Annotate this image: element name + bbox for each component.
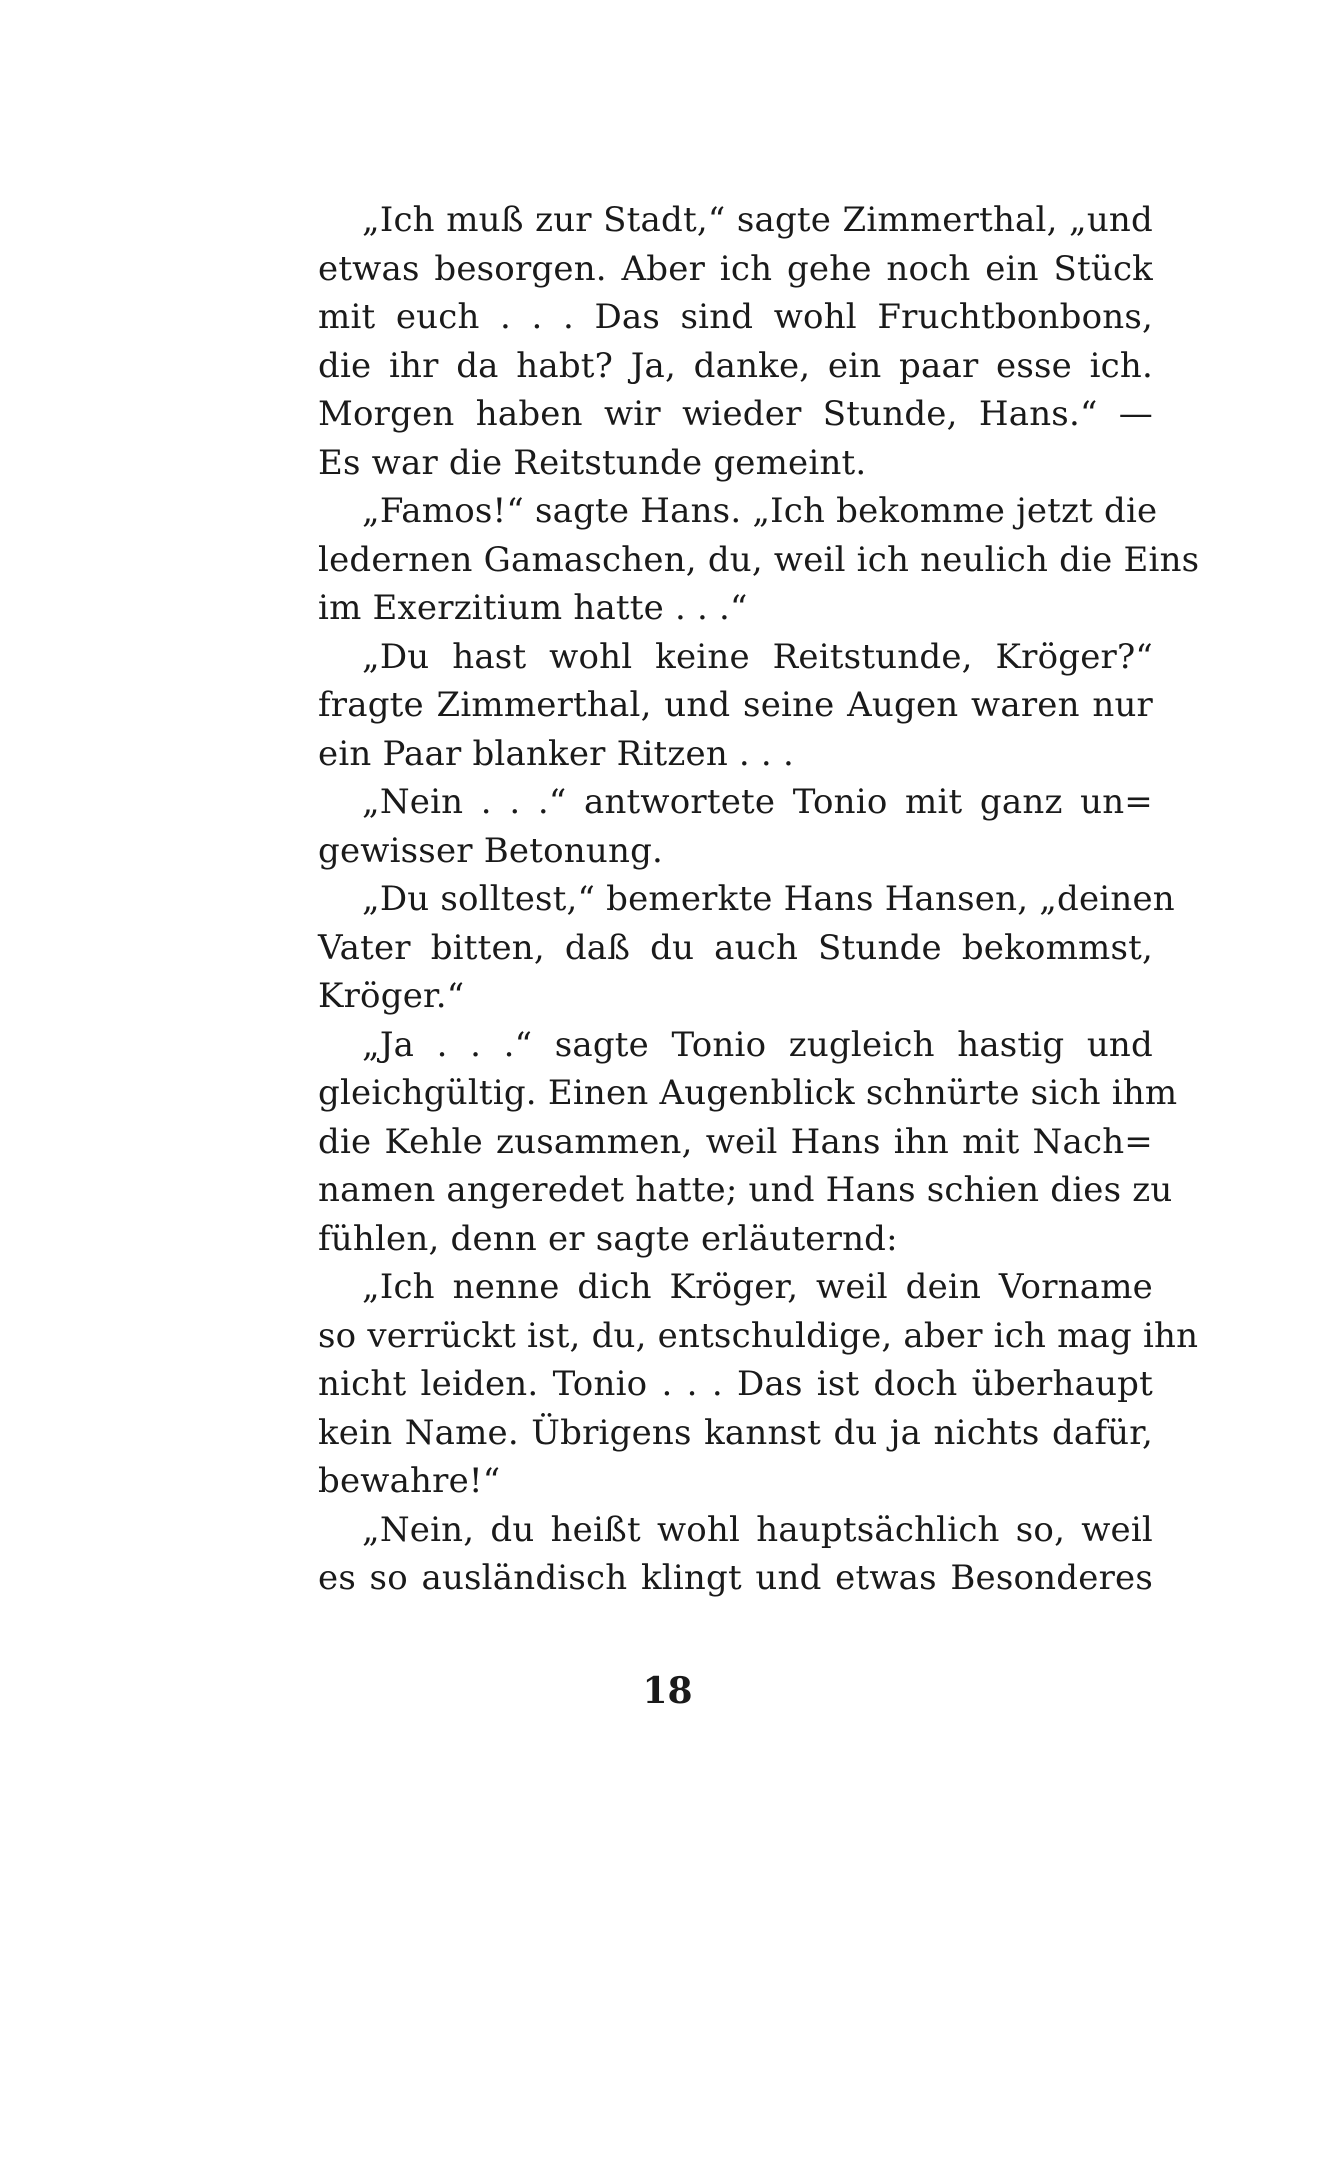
text-line: im Exerzitium hatte . . .“ [318, 588, 748, 628]
text-line: kein Name. Übrigens kannst du ja nichts dafür, [318, 1412, 1153, 1453]
text-line: „Nein, du heißt wohl hauptsächlich so, weil [362, 1509, 1153, 1550]
text-line: etwas besorgen. Aber ich gehe noch ein Stück [318, 248, 1153, 289]
text-line: nicht leiden. Tonio . . . Das ist doch überhaupt [318, 1364, 1153, 1404]
text-line: „Ich nenne dich Kröger, weil dein Vorname [362, 1267, 1153, 1307]
page-number: 18 [642, 1670, 693, 1712]
text-line: mit euch . . . Das sind wohl Fruchtbonbons, [318, 297, 1153, 337]
text-line: es so ausländisch klingt und etwas Besonderes [318, 1558, 1153, 1598]
text-line: namen angeredet hatte; und Hans schien dies zu [318, 1170, 1173, 1210]
text-line: so verrückt ist, du, entschuldige, aber ich mag ihn [318, 1315, 1199, 1356]
text-line: bewahre!“ [318, 1461, 501, 1501]
text-line: „Du solltest,“ bemerkte Hans Hansen, „deinen [362, 879, 1175, 919]
text-line: ein Paar blanker Ritzen . . . [318, 733, 794, 774]
text-line: Kröger.“ [318, 976, 465, 1016]
text-line: gleichgültig. Einen Augenblick schnürte sich ihm [318, 1073, 1178, 1113]
text-line: „Famos!“ sagte Hans. „Ich bekomme jetzt die [362, 491, 1158, 531]
text-line: Vater bitten, daß du auch Stunde bekommst, [318, 927, 1153, 968]
text-line: fühlen, denn er sagte erläuternd: [318, 1218, 898, 1259]
text-line: die ihr da habt? Ja, danke, ein paar esse ich. [318, 345, 1153, 386]
text-line: „Nein . . .“ antwortete Tonio mit ganz un= [362, 782, 1153, 822]
text-line: die Kehle zusammen, weil Hans ihn mit Nach= [318, 1121, 1153, 1162]
text-line: gewisser Betonung. [318, 830, 664, 871]
text-line: „Du hast wohl keine Reitstunde, Kröger?“ [362, 636, 1153, 677]
body-text [318, 196, 1200, 1603]
text-line: fragte Zimmerthal, und seine Augen waren nur [318, 685, 1153, 725]
text-line: „Ich muß zur Stadt,“ sagte Zimmerthal, „und [362, 200, 1153, 240]
text-line: Morgen haben wir wieder Stunde, Hans.“ — [318, 394, 1153, 434]
text-line: ledernen Gamaschen, du, weil ich neulich die Eins [318, 539, 1200, 580]
text-line: „Ja . . .“ sagte Tonio zugleich hastig und [362, 1024, 1153, 1065]
text-line: Es war die Reitstunde gemeint. [318, 442, 867, 483]
